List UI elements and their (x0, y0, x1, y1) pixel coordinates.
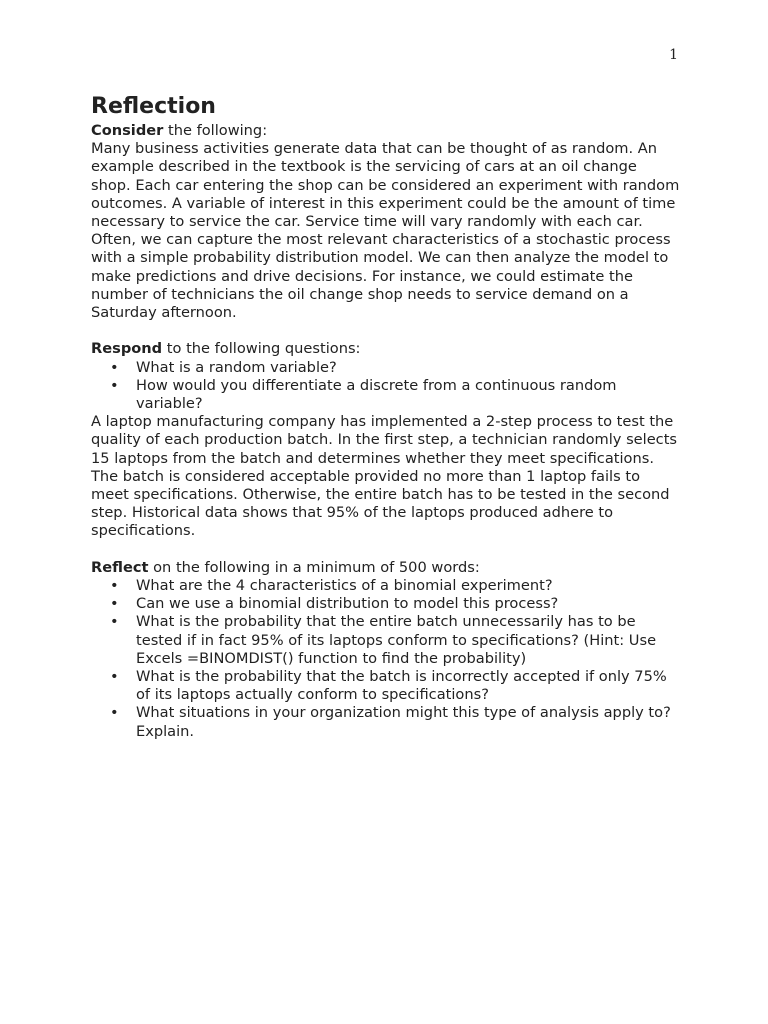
reflect-heading (91, 559, 681, 577)
list-item: • What are the 4 characteristics of a binomial experiment? (91, 577, 681, 595)
respond-lead: Respond (91, 340, 163, 358)
reflect-lead: Reflect (91, 558, 149, 576)
consider-lead: Consider (91, 122, 164, 139)
consider-rest: the following: (163, 122, 268, 139)
consider-heading (91, 122, 681, 140)
respond-rest: to the following questions: (162, 340, 361, 358)
respond-paragraph: A laptop manufacturing company has implemented a 2-step process to test the quality of each production batch. In the first step, a technician randomly selects 15 laptops from the batch and determines whether they meet specifications. The batch is considered acceptable provided no more than 1 laptop fails to meet specifications. Otherwise, the entire batch has to be tested in the second step. Historical data shows that 95% of the laptops produced adhere to specifications. (91, 413, 678, 540)
page-number: 1 (669, 47, 678, 63)
consider-paragraph: Many business activities generate data that can be thought of as random. An example described in the textbook is the servicing of cars at an oil change shop. Each car entering the shop can be considered an experiment with random outcomes. A variable of interest in this experiment could be the amount of time necessary to service the car. Service time will vary randomly with each car. Often, we can capture the most relevant characteristics of a stochastic process with a simple probability distribution model. We can then analyze the model to make predictions and drive decisions. For instance, we could estimate the number of technicians the oil change shop needs to service demand on a Saturday afternoon. (91, 140, 680, 322)
list-item: • What is a random variable? (91, 359, 681, 377)
reflect-rest: on the following in a minimum of 500 words: (148, 558, 480, 576)
reflect-question-list (91, 577, 681, 741)
spacer (91, 322, 681, 340)
document-body (91, 92, 681, 741)
respond-question-list (91, 359, 681, 414)
list-item: • What is the probability that the batch is incorrectly accepted if only 75% of its laptops actually conform to specifications? (91, 668, 681, 704)
list-item: • What is the probability that the entire batch unnecessarily has to be tested if in fact 95% of its laptops conform to specifications? (Hint: Use Excels =BINOMDIST() function to find the probability) (91, 613, 681, 668)
respond-heading (91, 340, 681, 358)
list-item: • What situations in your organization might this type of analysis apply to? Explain. (91, 704, 681, 740)
list-item: • Can we use a binomial distribution to model this process? (91, 595, 681, 613)
spacer (91, 541, 681, 559)
list-item: • How would you differentiate a discrete from a continuous random variable? (91, 377, 681, 413)
page-title: Reflection (91, 94, 216, 119)
